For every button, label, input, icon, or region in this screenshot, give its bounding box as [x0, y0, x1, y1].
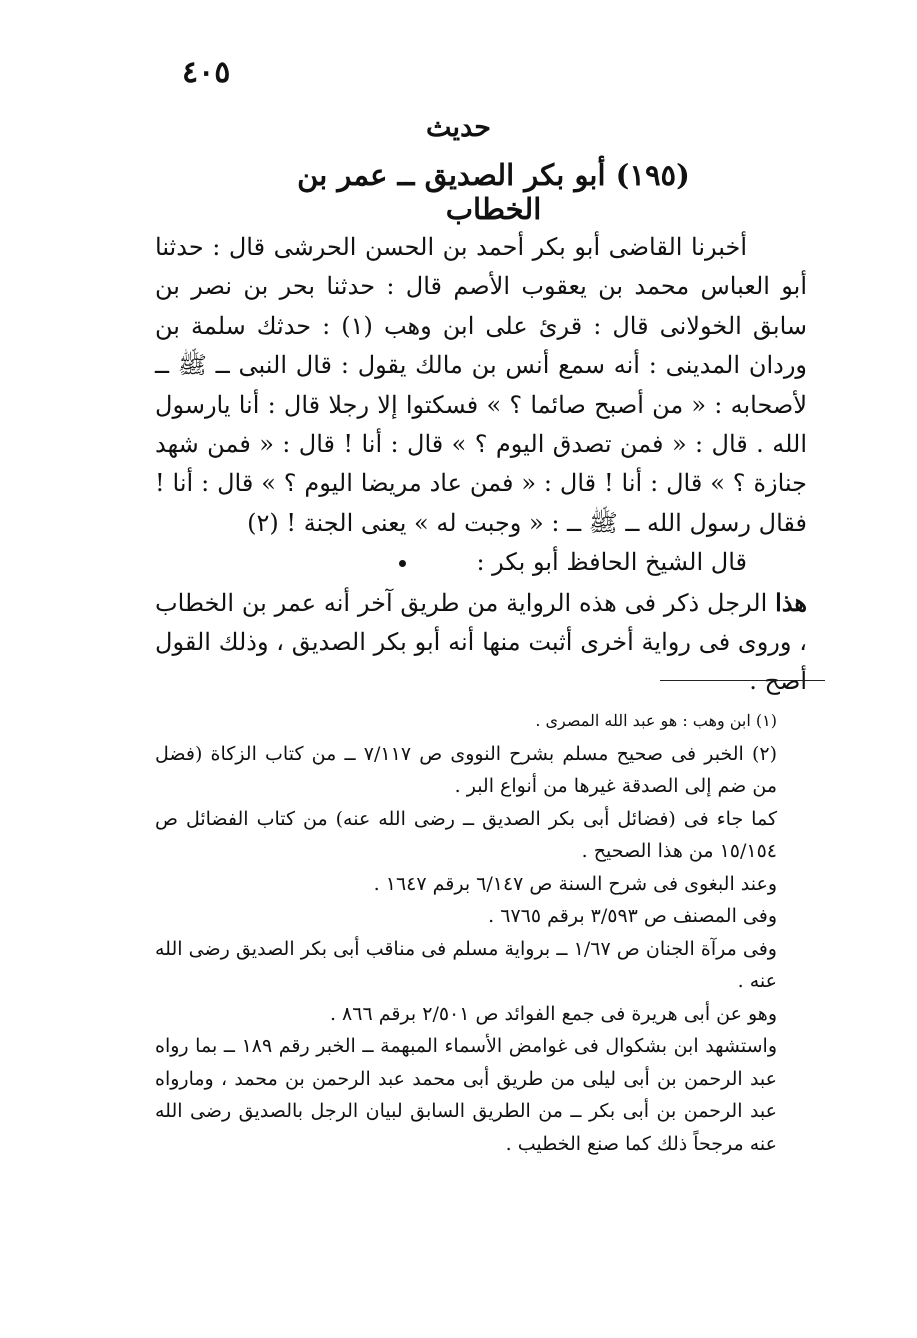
footnote-2-line-1: (٢) الخبر فى صحيح مسلم بشرح النووى ص ٧/١١٧ ــ من كتاب الزكاة (فضل من ضم إلى الصدقة غيرها من أنواع البر . — [155, 742, 777, 797]
footnote-2-line-7: واستشهد ابن بشكوال فى غوامض الأسماء المبهمة ــ الخبر رقم ١٨٩ ــ بما رواه عبد الرحمن بن أبى ليلى من طريق أبى محمد عبد الرحمن بن محمد ، ومارواه عبد الرحمن بن أبى بكر ــ من الطريق السابق لبيان الرجل بالصديق رضى الله عنه مرجحاً ذلك كما صنع الخطيب . — [155, 1035, 777, 1155]
commentary-paragraph — [155, 583, 807, 702]
footnote-2-line-2: كما جاء فى (فضائل أبى بكر الصديق ــ رضى الله عنه) من كتاب الفضائل ص ١٥/١٥٤ من هذا الصحيح . — [155, 807, 777, 862]
footnote-1: (١) ابن وهب : هو عبد الله المصرى . — [535, 711, 777, 730]
section-label: حديث — [426, 112, 491, 143]
hadith-title: (١٩٥) أبو بكر الصديق ــ عمر بن الخطاب — [297, 158, 690, 226]
commentary-lead-word: هذا — [775, 587, 807, 617]
footnote-2-line-3: وعند البغوى فى شرح السنة ص ٦/١٤٧ برقم ١٦٤٧ . — [373, 872, 777, 895]
footnote-2-line-4: وفى المصنف ص ٣/٥٩٣ برقم ٦٧٦٥ . — [488, 905, 777, 927]
footnote-divider — [660, 680, 825, 681]
bullet-dot-icon — [399, 560, 406, 567]
commentary-text: الرجل ذكر فى هذه الرواية من طريق آخر أنه عمر بن الخطاب ، وروى فى رواية أخرى أثبت منها أنه أبو بكر الصديق ، وذلك القول أصح . — [155, 588, 807, 696]
sheikh-statement-text: قال الشيخ الحافظ أبو بكر : — [476, 548, 747, 577]
footnote-2-line-6: وهو عن أبى هريرة فى جمع الفوائد ص ٢/٥٠١ برقم ٨٦٦ . — [329, 1002, 777, 1025]
footnote-2-line-5: وفى مرآة الجنان ص ١/٦٧ ــ برواية مسلم فى مناقب أبى بكر الصديق رضى الله عنه . — [155, 937, 777, 992]
footnotes — [155, 705, 805, 1160]
main-text — [155, 228, 807, 702]
page-number: ٤٠٥ — [182, 55, 231, 90]
hadith-narration: أخبرنا القاضى أبو بكر أحمد بن الحسن الحرشى قال : حدثنا أبو العباس محمد بن يعقوب الأصم قال : حدثنا بحر بن نصر بن سابق الخولانى قال : قرئ على ابن وهب (١) : حدثك سلمة بن وردان المدينى : أنه سمع أنس بن مالك يقول : قال النبى ــ ﷺ ــ لأصحابه : « من أصبح صائما ؟ » فسكتوا إلا رجلا قال : أنا يارسول الله . قال : « فمن تصدق اليوم ؟ » قال : أنا ! قال : « فمن شهد جنازة ؟ » قال : أنا ! قال : « فمن عاد مريضا اليوم ؟ » قال : أنا ! فقال رسول الله ــ ﷺ ــ : « وجبت له » يعنى الجنة ! (٢) — [155, 233, 807, 537]
sheikh-statement — [155, 543, 807, 582]
